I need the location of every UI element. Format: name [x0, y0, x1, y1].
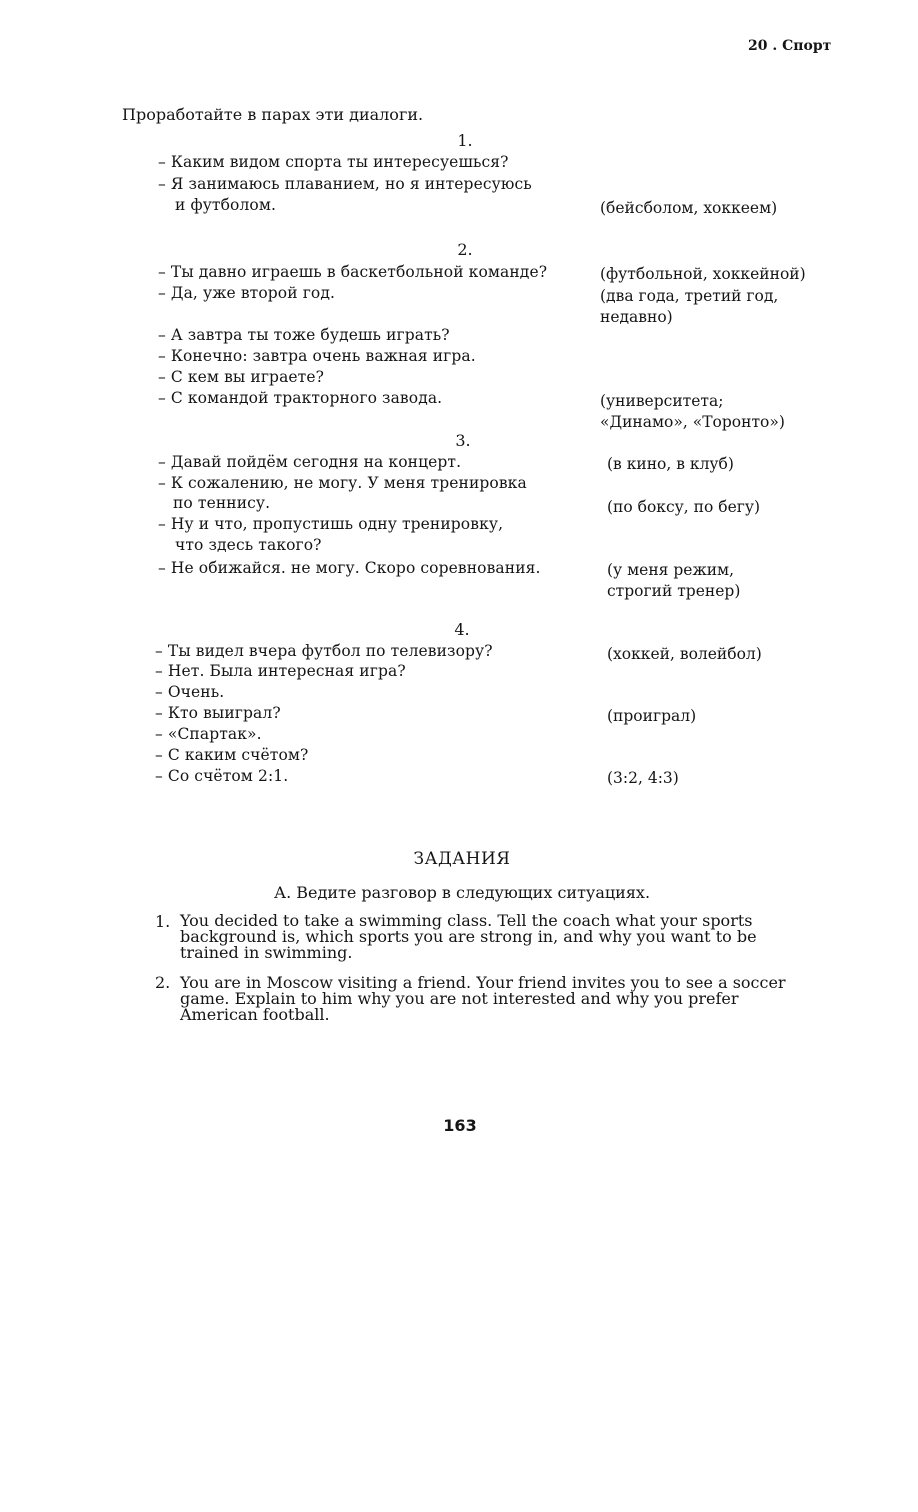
dialogue-line: – Кто выиграл?	[155, 704, 281, 722]
task-number: 1.	[155, 912, 171, 931]
tasks-subheading: А. Ведите разговор в следующих ситуациях.	[273, 883, 651, 902]
dialogue-line: – Ты видел вчера футбол по телевизору?	[155, 642, 493, 660]
dialogue-line: что здесь такого?	[175, 536, 322, 554]
variant-text: (бейсболом, хоккеем)	[600, 199, 778, 217]
dialogue-number: 4.	[454, 620, 470, 639]
dialogue-line: – К сожалению, не могу. У меня тренировка	[158, 474, 527, 492]
variant-text: строгий тренер)	[607, 582, 741, 600]
variant-text: (3:2, 4:3)	[607, 769, 679, 787]
dialogue-line: – Ты давно играешь в баскетбольной команде?	[158, 263, 548, 281]
task-text: You decided to take a swimming class. Tell the coach what your sports background is, which sports you are strong in, and why you want to be trained in swimming.	[180, 911, 757, 962]
dialogue-line: – Каким видом спорта ты интересуешься?	[158, 153, 509, 171]
variant-text: (университета;	[600, 392, 724, 410]
dialogue-line: по теннису.	[173, 494, 271, 512]
dialogue-line: и футболом.	[175, 196, 277, 214]
dialogue-line: – С командой тракторного завода.	[158, 389, 443, 407]
dialogue-line: – Нет. Была интересная игра?	[155, 662, 406, 680]
variant-text: (футбольной, хоккейной)	[600, 265, 806, 283]
task-text: You are in Moscow visiting a friend. Your friend invites you to see a soccer game. Explain to him why you are not interested and why you prefer American football.	[180, 973, 786, 1024]
variant-text: (у меня режим,	[607, 561, 735, 579]
dialogue-line: – Я занимаюсь плаванием, но я интересуюсь	[158, 175, 532, 193]
dialogue-number: 2.	[457, 240, 473, 259]
variant-text: (по боксу, по бегу)	[607, 498, 761, 516]
dialogue-line: – С каким счётом?	[155, 746, 309, 764]
dialogue-line: – Давай пойдём сегодня на концерт.	[158, 453, 462, 471]
chapter-header: 20 . Спорт	[748, 38, 832, 54]
dialogue-number: 1.	[457, 131, 473, 150]
dialogue-line: – Со счётом 2:1.	[155, 767, 289, 785]
dialogue-line: – С кем вы играете?	[158, 368, 325, 386]
variant-text: (хоккей, волейбол)	[607, 645, 762, 663]
dialogue-line: – Не обижайся. не могу. Скоро соревнования.	[158, 559, 541, 577]
dialogue-line: – Ну и что, пропустишь одну тренировку,	[158, 515, 504, 533]
variant-text: (в кино, в клуб)	[607, 455, 734, 473]
dialogue-line: – Да, уже второй год.	[158, 284, 336, 302]
variant-text: (проиграл)	[607, 707, 697, 725]
dialogue-line: – А завтра ты тоже будешь играть?	[158, 326, 450, 344]
tasks-heading: ЗАДАНИЯ	[413, 849, 511, 869]
dialogue-number: 3.	[455, 431, 471, 450]
variant-text: «Динамо», «Торонто»)	[600, 413, 785, 431]
instruction-text: Проработайте в парах эти диалоги.	[122, 105, 424, 124]
task-number: 2.	[155, 973, 171, 992]
variant-text: недавно)	[600, 308, 673, 326]
dialogue-line: – Очень.	[155, 683, 225, 701]
variant-text: (два года, третий год,	[600, 287, 779, 305]
dialogue-line: – Конечно: завтра очень важная игра.	[158, 347, 476, 365]
page-number: 163	[443, 1116, 477, 1135]
dialogue-line: – «Спартак».	[155, 725, 262, 743]
